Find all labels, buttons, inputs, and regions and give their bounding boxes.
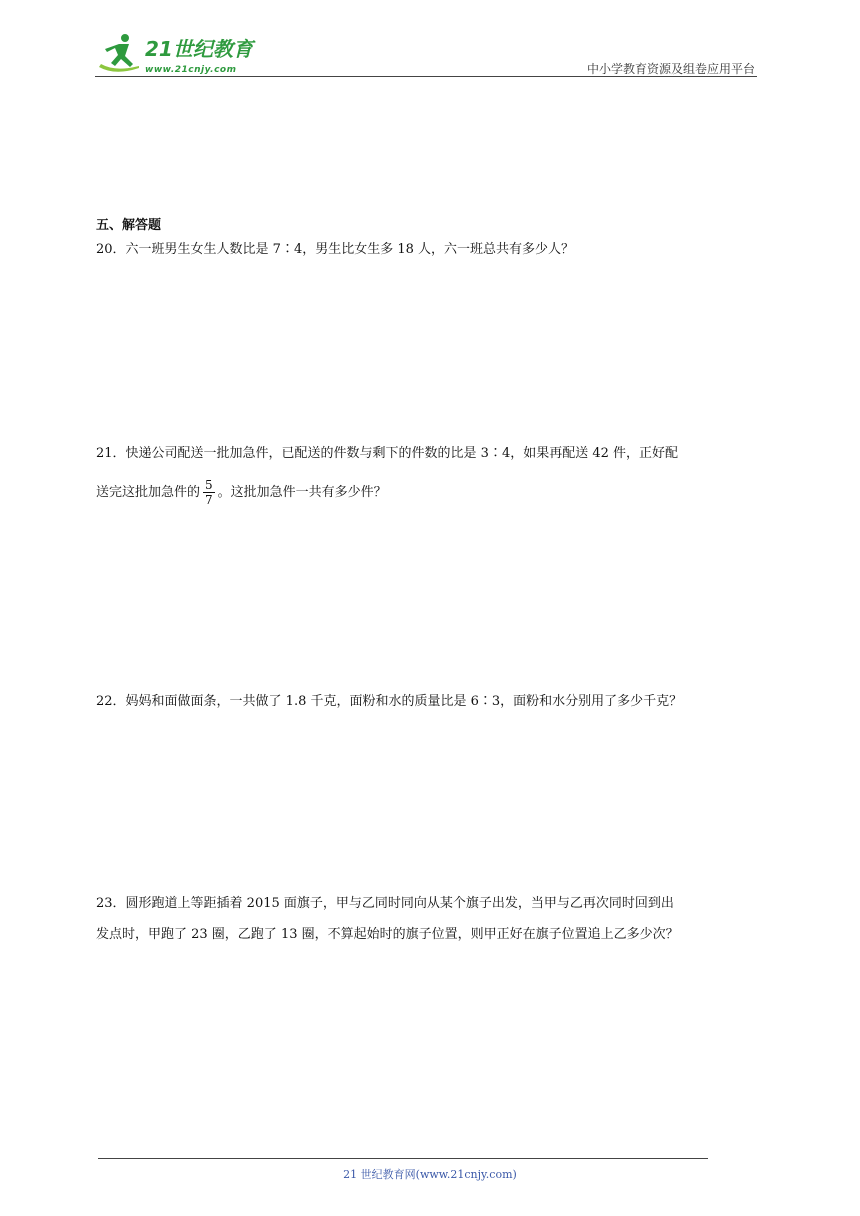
header-rule xyxy=(95,76,757,77)
question-text-line2 xyxy=(96,478,764,507)
question-text-post: 。这批加急件一共有多少件？ xyxy=(217,485,387,500)
section-title: 五、解答题 xyxy=(96,218,162,233)
platform-text: 中小学教育资源及组卷应用平台 xyxy=(586,62,755,76)
svg-text:21世纪教育: 21世纪教育 xyxy=(145,37,253,61)
question-text: 21．快递公司配送一批加急件，已配送的件数与剩下的件数的比是 3∶4，如果再配送 42 件，正好配 xyxy=(96,446,679,461)
question-20 xyxy=(96,240,764,260)
question-21 xyxy=(96,444,764,507)
question-text-pre: 送完这批加急件的 xyxy=(96,485,201,500)
fraction xyxy=(203,478,215,507)
footer-rule xyxy=(98,1158,708,1159)
fraction-numerator: 5 xyxy=(205,478,213,492)
question-text: 23．圆形跑道上等距插着 2015 面旗子，甲与乙同时同向从某个旗子出发，当甲与乙再次同时回到出 xyxy=(96,896,674,911)
question-text-line2: 发点时，甲跑了 23 圈，乙跑了 13 圈，不算起始时的旗子位置，则甲正好在旗子位置追上乙多少次？ xyxy=(96,927,679,942)
page-header xyxy=(95,30,757,78)
footer-link[interactable]: 21 世纪教育网(www.21cnjy.com) xyxy=(343,1168,517,1181)
question-23 xyxy=(96,894,764,945)
fraction-denominator: 7 xyxy=(205,493,213,507)
question-22 xyxy=(96,692,764,712)
question-text: 20．六一班男生女生人数比是 7∶4，男生比女生多 18 人，六一班总共有多少人？ xyxy=(96,242,575,257)
runner-icon xyxy=(99,34,139,72)
question-text: 22．妈妈和面做面条，一共做了 1.8 千克，面粉和水的质量比是 6∶3，面粉和水分别用了多少千克？ xyxy=(96,694,683,709)
site-logo xyxy=(95,30,265,76)
svg-text:www.21cnjy.com: www.21cnjy.com xyxy=(145,65,237,75)
